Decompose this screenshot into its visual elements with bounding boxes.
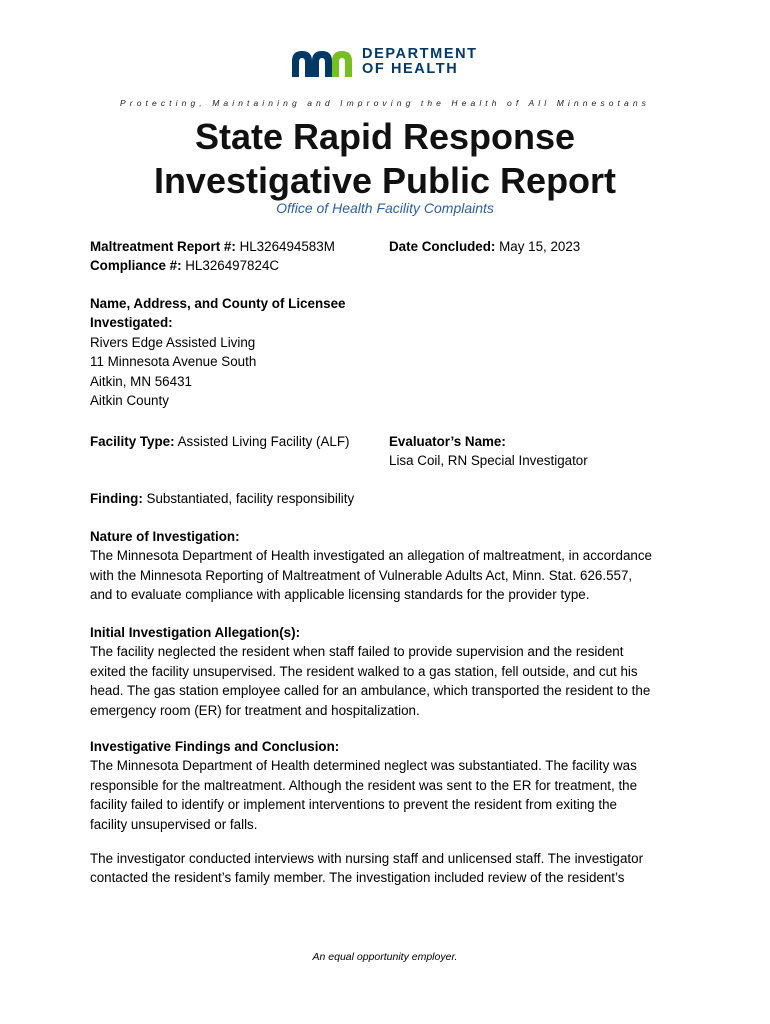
- evaluator-label: Evaluator’s Name:: [389, 434, 506, 449]
- footer-text: An equal opportunity employer.: [312, 951, 458, 963]
- facility-type-value: Assisted Living Facility (ALF): [174, 434, 350, 449]
- licensee-label-1: Name, Address, and County of Licensee: [90, 296, 346, 311]
- findings-line: responsible for the maltreatment. Although the resident was sent to the ER for treatment, the: [90, 777, 638, 793]
- allegation-line: head. The gas station employee called for an ambulance, which transported the resident to the: [90, 683, 651, 699]
- allegation-line: The facility neglected the resident when staff failed to provide supervision and the resident: [90, 644, 624, 660]
- report-title: [0, 115, 770, 203]
- mn-logo-icon: [290, 49, 354, 77]
- date-concluded: [389, 237, 580, 256]
- allegation-heading: Initial Investigation Allegation(s):: [90, 625, 301, 640]
- findings-line: facility failed to identify or implement interventions to prevent the resident from exiting the: [90, 797, 617, 813]
- nature-line: with the Minnesota Reporting of Maltreatment of Vulnerable Adults Act, Minn. Stat. 626.557,: [90, 567, 633, 583]
- maltreatment-value: HL326494583M: [235, 239, 335, 254]
- licensee-address: 11 Minnesota Avenue South: [90, 354, 257, 370]
- compliance-row: [90, 256, 335, 275]
- findings-line: facility unsupervised or falls.: [90, 816, 258, 832]
- investigator-line: The investigator conducted interviews with nursing staff and unlicensed staff. The investigator: [90, 851, 644, 866]
- licensee-label-2: Investigated:: [90, 315, 173, 331]
- report-subtitle: Office of Health Facility Complaints: [276, 200, 494, 216]
- maltreatment-label: Maltreatment Report #:: [90, 239, 236, 254]
- nature-section: [90, 527, 690, 605]
- facility-type: [90, 432, 349, 451]
- nature-heading: Nature of Investigation:: [90, 529, 240, 544]
- finding-value: Substantiated, facility responsibility: [142, 491, 355, 506]
- mdh-logo: [290, 46, 490, 80]
- logo-wordmark: [362, 47, 478, 77]
- findings-section: [90, 737, 690, 834]
- findings-line: The Minnesota Department of Health determined neglect was substantiated. The facility was: [90, 758, 637, 774]
- nature-line: The Minnesota Department of Health investigated an allegation of maltreatment, in accordance: [90, 548, 652, 564]
- nature-line: and to evaluate compliance with applicable licensing standards for the provider type.: [90, 587, 590, 603]
- compliance-label: Compliance #:: [90, 258, 182, 274]
- logo-line-1: DEPARTMENT: [362, 46, 478, 62]
- logo-line-2: OF HEALTH: [362, 61, 459, 77]
- licensee-county: Aitkin County: [90, 393, 169, 409]
- investigator-line: contacted the resident’s family member. The investigation included review of the resident’s: [90, 870, 625, 886]
- allegation-section: [90, 623, 690, 720]
- investigator-paragraph: [90, 849, 690, 888]
- date-label: Date Concluded:: [389, 239, 496, 254]
- date-value: May 15, 2023: [495, 239, 581, 254]
- title-line-2: Investigative Public Report: [153, 160, 617, 201]
- finding-label: Finding:: [90, 491, 143, 506]
- licensee-city: Aitkin, MN 56431: [90, 373, 192, 389]
- compliance-value: HL326497824C: [181, 258, 280, 274]
- tagline: Protecting, Maintaining and Improving the Health of All Minnesotans: [120, 98, 650, 108]
- maltreatment-report-row: [90, 237, 335, 256]
- allegation-line: exited the facility unsupervised. The resident walked to a gas station, fell outside, and cut his: [90, 663, 638, 679]
- report-numbers: [90, 237, 335, 276]
- findings-heading: Investigative Findings and Conclusion:: [90, 739, 340, 754]
- evaluator-value: Lisa Coil, RN Special Investigator: [389, 453, 588, 469]
- licensee-name: Rivers Edge Assisted Living: [90, 334, 256, 350]
- evaluator: [389, 432, 588, 471]
- title-line-1: State Rapid Response: [194, 116, 576, 157]
- licensee-block: [90, 294, 345, 410]
- allegation-line: emergency room (ER) for treatment and hospitalization.: [90, 702, 420, 718]
- facility-type-label: Facility Type:: [90, 434, 175, 449]
- finding: [90, 489, 354, 508]
